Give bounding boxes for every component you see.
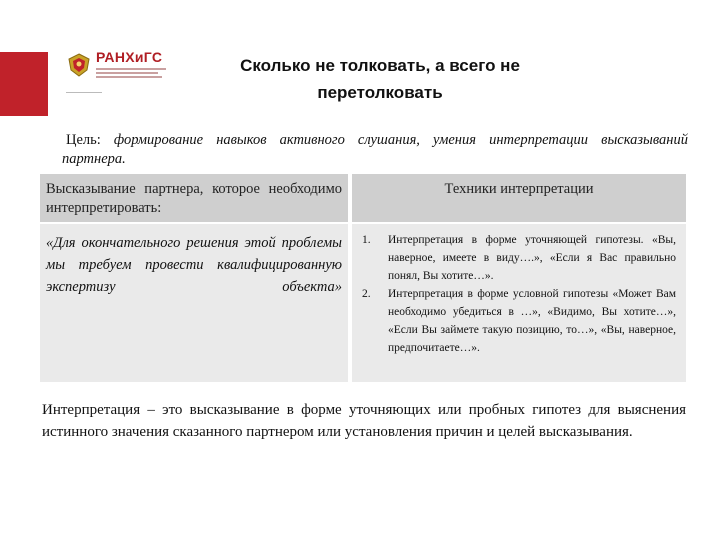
list-item (362, 231, 676, 285)
table-header-statement (40, 174, 348, 222)
partner-quote: «Для окончательного решения этой проблемы мы требуем провести квалифицированную экспертизу объекта» (46, 235, 342, 295)
list-item-number: 1. (362, 234, 371, 246)
accent-bar (0, 52, 48, 116)
definition-paragraph: Интерпретация – это высказывание в форме уточняющих или пробных гипотез для выяснения истинного значения сказанного партнером или установления причин и целей высказывания. (42, 402, 686, 440)
list-item-number: 2. (362, 288, 371, 300)
list-item (362, 285, 676, 357)
goal-paragraph (62, 131, 688, 169)
table-cell-statement (40, 224, 348, 382)
interpretation-table (40, 174, 686, 382)
list-item-text: Интерпретация в форме условной гипотезы «Может Вам необходимо убедиться в …», «Видимо, Вы хотите…», «Если Вы займете такую позицию, то…», «Вы, наверное, предпочитаете…». (388, 288, 676, 354)
table-cell-techniques (352, 224, 686, 382)
table-header-techniques (352, 174, 686, 222)
table-header-statement-text: Высказывание партнера, которое необходимо интерпретировать: (46, 181, 342, 216)
emblem-icon (66, 52, 92, 78)
logo-divider (66, 92, 102, 93)
list-item-text: Интерпретация в форме уточняющей гипотезы. «Вы, наверное, имеете в виду….», «Если я Вас правильно понял, Вы хотите…». (388, 234, 676, 282)
goal-label: Цель: (66, 132, 101, 148)
goal-text: формирование навыков активного слушания, умения интерпретации высказываний партнера. (62, 132, 688, 167)
logo-subtitle (96, 68, 166, 78)
techniques-list (352, 224, 686, 357)
table-header-techniques-text: Техники интерпретации (444, 181, 594, 197)
page-title: Сколько не толковать, а всего не перетолковать (240, 56, 520, 102)
logo-name: РАНХиГС (96, 49, 163, 65)
ranepa-logo (66, 50, 166, 80)
